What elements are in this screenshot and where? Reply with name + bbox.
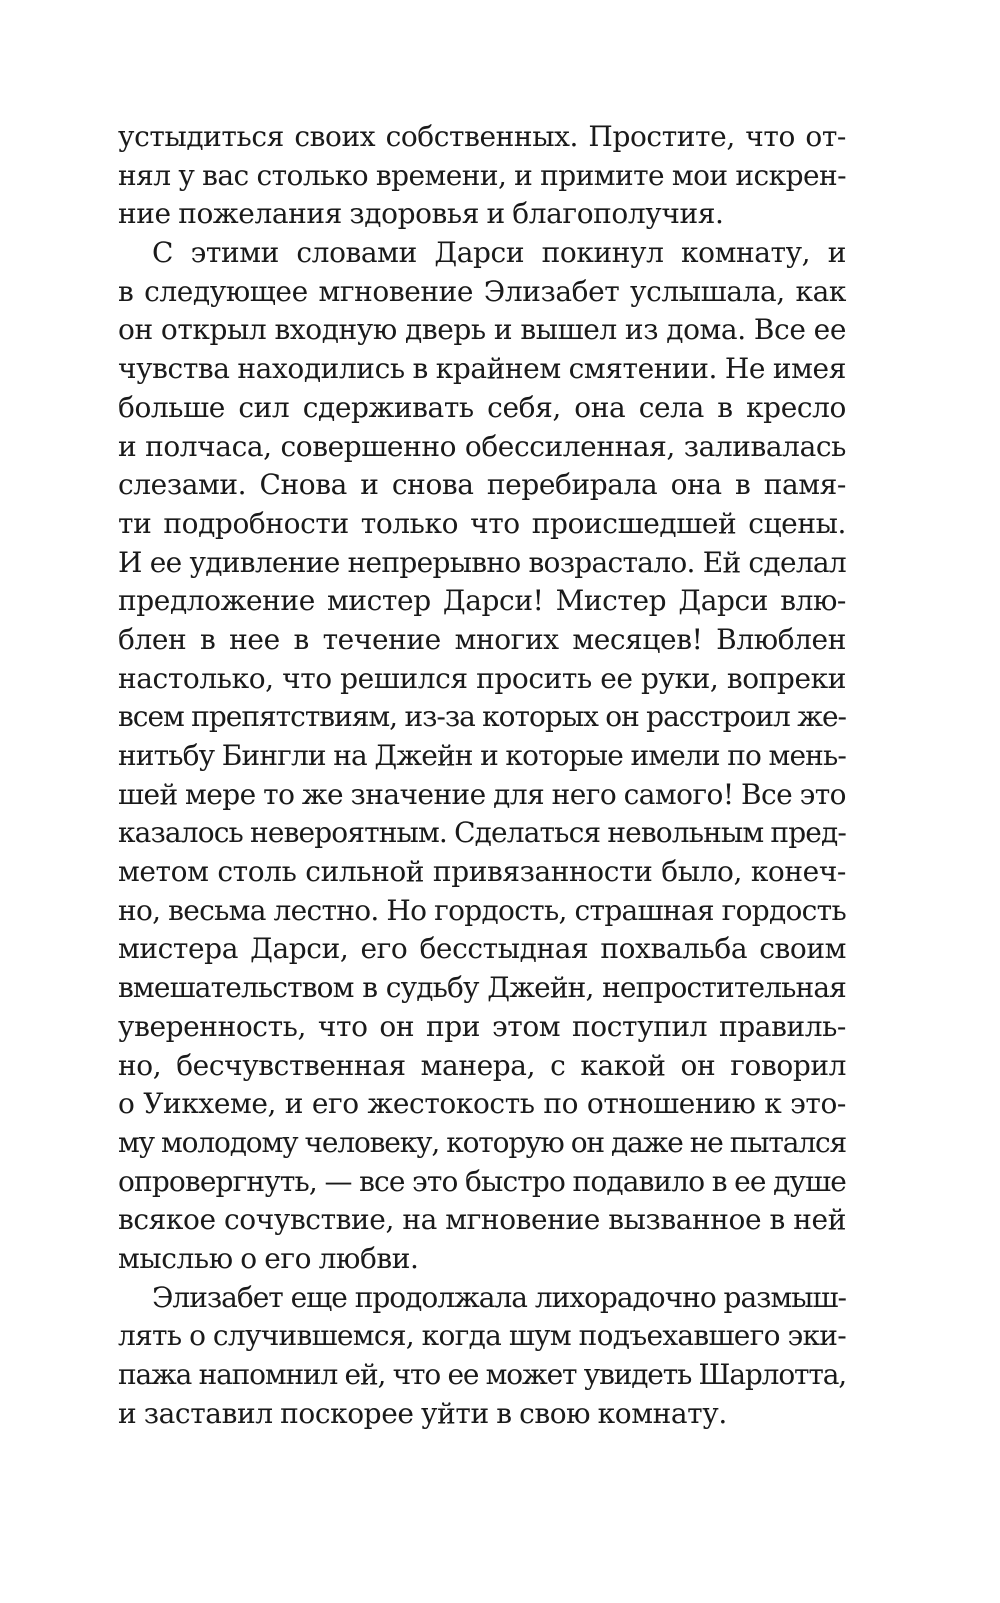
text-line: метом столь сильной привязанности было, конеч- bbox=[118, 855, 846, 889]
text-line: пажа напомнил ей, что ее может увидеть Шарлотта, bbox=[118, 1358, 846, 1391]
text-line: нял у вас столько времени, и примите мои искрен- bbox=[118, 158, 846, 192]
text-line: му молодому человеку, которую он даже не пытался bbox=[118, 1125, 846, 1159]
text-line: мистера Дарси, его бесстыдная похвальба своим bbox=[118, 932, 846, 966]
text-line: о Уикхеме, и его жестокость по отношению к это- bbox=[118, 1087, 846, 1121]
text-line: больше сил сдерживать себя, она села в кресло bbox=[118, 390, 846, 424]
text-line: слезами. Снова и снова перебирала она в памя- bbox=[118, 468, 846, 502]
paragraph-1 bbox=[118, 118, 846, 234]
text-line: он открыл входную дверь и вышел из дома. Все ее bbox=[118, 313, 846, 347]
text-line: в следующее мгновение Элизабет услышала, как bbox=[118, 274, 846, 308]
text-line: всякое сочувствие, на мгновение вызванное в ней bbox=[118, 1203, 846, 1237]
body-text bbox=[118, 118, 846, 1433]
text-line: вмешательством в судьбу Джейн, непростительная bbox=[118, 971, 846, 1005]
text-line: шей мере то же значение для него самого! Все это bbox=[118, 777, 846, 811]
text-line: устыдиться своих собственных. Простите, что от- bbox=[118, 120, 846, 153]
text-line: блен в нее в течение многих месяцев! Влюблен bbox=[118, 622, 846, 656]
text-line: всем препятствиям, из-за которых он расстроил же- bbox=[118, 700, 846, 734]
paragraph-2 bbox=[118, 234, 846, 1279]
text-line: нитьбу Бингли на Джейн и которые имели по мень- bbox=[118, 739, 846, 772]
text-line: И ее удивление непрерывно возрастало. Ей сделал bbox=[118, 545, 846, 579]
paragraph-3 bbox=[118, 1279, 846, 1434]
text-line: Элизабет еще продолжала лихорадочно размыш- bbox=[152, 1280, 846, 1314]
text-line: и полчаса, совершенно обессиленная, заливалась bbox=[118, 429, 846, 463]
text-line: и заставил поскорее уйти в свою комнату. bbox=[118, 1396, 727, 1430]
text-line: ти подробности только что происшедшей сцены. bbox=[118, 506, 846, 540]
text-line: ние пожелания здоровья и благополучия. bbox=[118, 197, 724, 231]
text-line: лять о случившемся, когда шум подъехавшего эки- bbox=[118, 1319, 846, 1353]
text-line: казалось невероятным. Сделаться невольным пред- bbox=[118, 816, 846, 850]
text-line: но, весьма лестно. Но гордость, страшная гордость bbox=[118, 893, 846, 927]
text-line: но, бесчувственная манера, с какой он говорил bbox=[118, 1048, 846, 1082]
text-line: чувства находились в крайнем смятении. Не имея bbox=[118, 352, 846, 386]
text-line: предложение мистер Дарси! Мистер Дарси влю- bbox=[118, 584, 846, 618]
text-line: опровергнуть, — все это быстро подавило в ее душе bbox=[118, 1164, 846, 1198]
text-line: С этими словами Дарси покинул комнату, и bbox=[152, 236, 846, 270]
text-line: уверенность, что он при этом поступил правиль- bbox=[118, 1009, 846, 1043]
text-line: настолько, что решился просить ее руки, вопреки bbox=[118, 661, 846, 695]
text-line: мыслью о его любви. bbox=[118, 1241, 419, 1275]
